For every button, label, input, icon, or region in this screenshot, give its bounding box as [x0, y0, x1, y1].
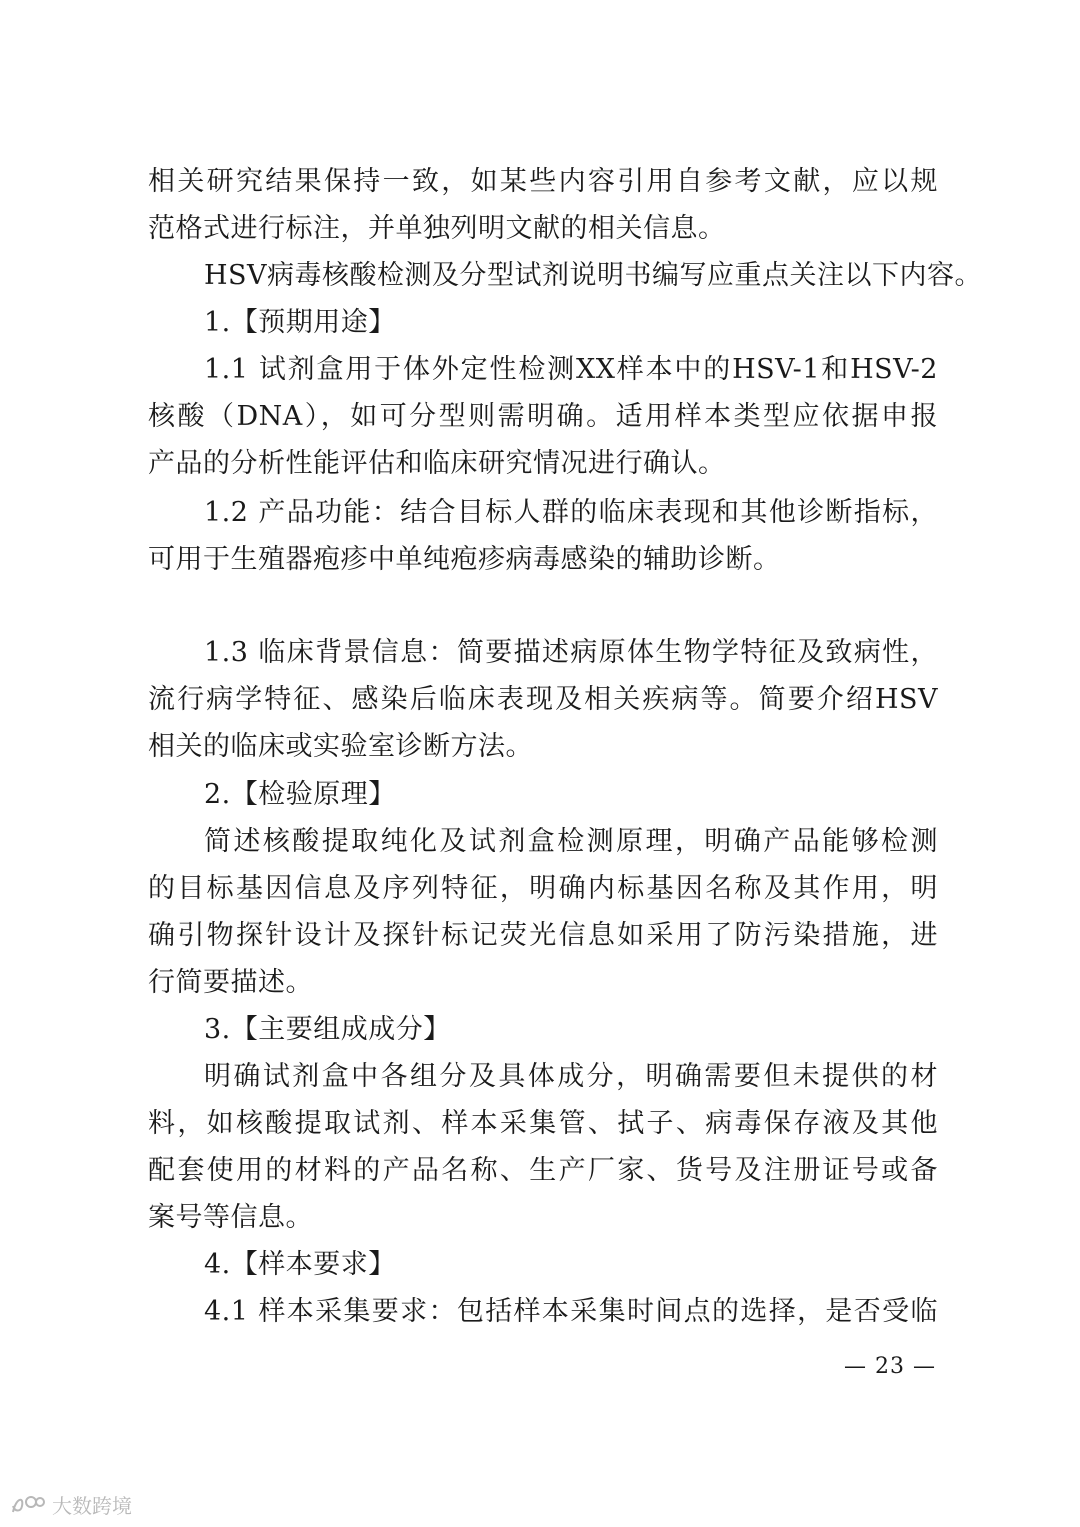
text-line: 简述核酸提取纯化及试剂盒检测原理，明确产品能够检测 [204, 826, 938, 857]
section-heading: 3.【主要组成成分】 [204, 1014, 451, 1045]
text-line: 确引物探针设计及探针标记荧光信息如采用了防污染措施，进 [148, 920, 938, 951]
text-line: 1.2 产品功能：结合目标人群的临床表现和其他诊断指标， [204, 497, 938, 528]
section-heading: 1.【预期用途】 [204, 307, 396, 338]
section-heading: 4.【样本要求】 [204, 1249, 396, 1280]
text-line: 的目标基因信息及序列特征，明确内标基因名称及其作用，明 [148, 873, 938, 904]
text-line: 1.3 临床背景信息：简要描述病原体生物学特征及致病性， [204, 637, 938, 668]
text-line: 行简要描述。 [148, 967, 313, 998]
text-line: 案号等信息。 [148, 1202, 313, 1233]
watermark [10, 1490, 132, 1518]
text-line: 1.1 试剂盒用于体外定性检测XX样本中的HSV-1和HSV-2 [204, 354, 938, 385]
page-number: — 23 — [844, 1354, 936, 1379]
text-line: 料，如核酸提取试剂、样本采集管、拭子、病毒保存液及其他 [148, 1108, 938, 1139]
text-line: 4.1 样本采集要求：包括样本采集时间点的选择，是否受临 [204, 1296, 938, 1327]
text-line: 产品的分析性能评估和临床研究情况进行确认。 [148, 448, 726, 479]
text-line: 明确试剂盒中各组分及具体成分，明确需要但未提供的材 [204, 1061, 938, 1092]
text-line: HSV病毒核酸检测及分型试剂说明书编写应重点关注以下内容。 [204, 260, 983, 291]
text-line: 相关研究结果保持一致，如某些内容引用自参考文献，应以规 [148, 166, 938, 197]
text-line: 相关的临床或实验室诊断方法。 [148, 731, 533, 762]
section-heading: 2.【检验原理】 [204, 779, 396, 810]
text-line: 流行病学特征、感染后临床表现及相关疾病等。简要介绍HSV [148, 684, 938, 715]
text-line: 可用于生殖器疱疹中单纯疱疹病毒感染的辅助诊断。 [148, 544, 781, 575]
text-line: 核酸（DNA），如可分型则需明确。适用样本类型应依据申报 [148, 401, 938, 432]
text-line: 配套使用的材料的产品名称、生产厂家、货号及注册证号或备 [148, 1155, 938, 1186]
text-line: 范格式进行标注，并单独列明文献的相关信息。 [148, 213, 726, 244]
watermark-text: 大数跨境 [52, 1493, 132, 1518]
brand-logo-icon [10, 1492, 46, 1516]
